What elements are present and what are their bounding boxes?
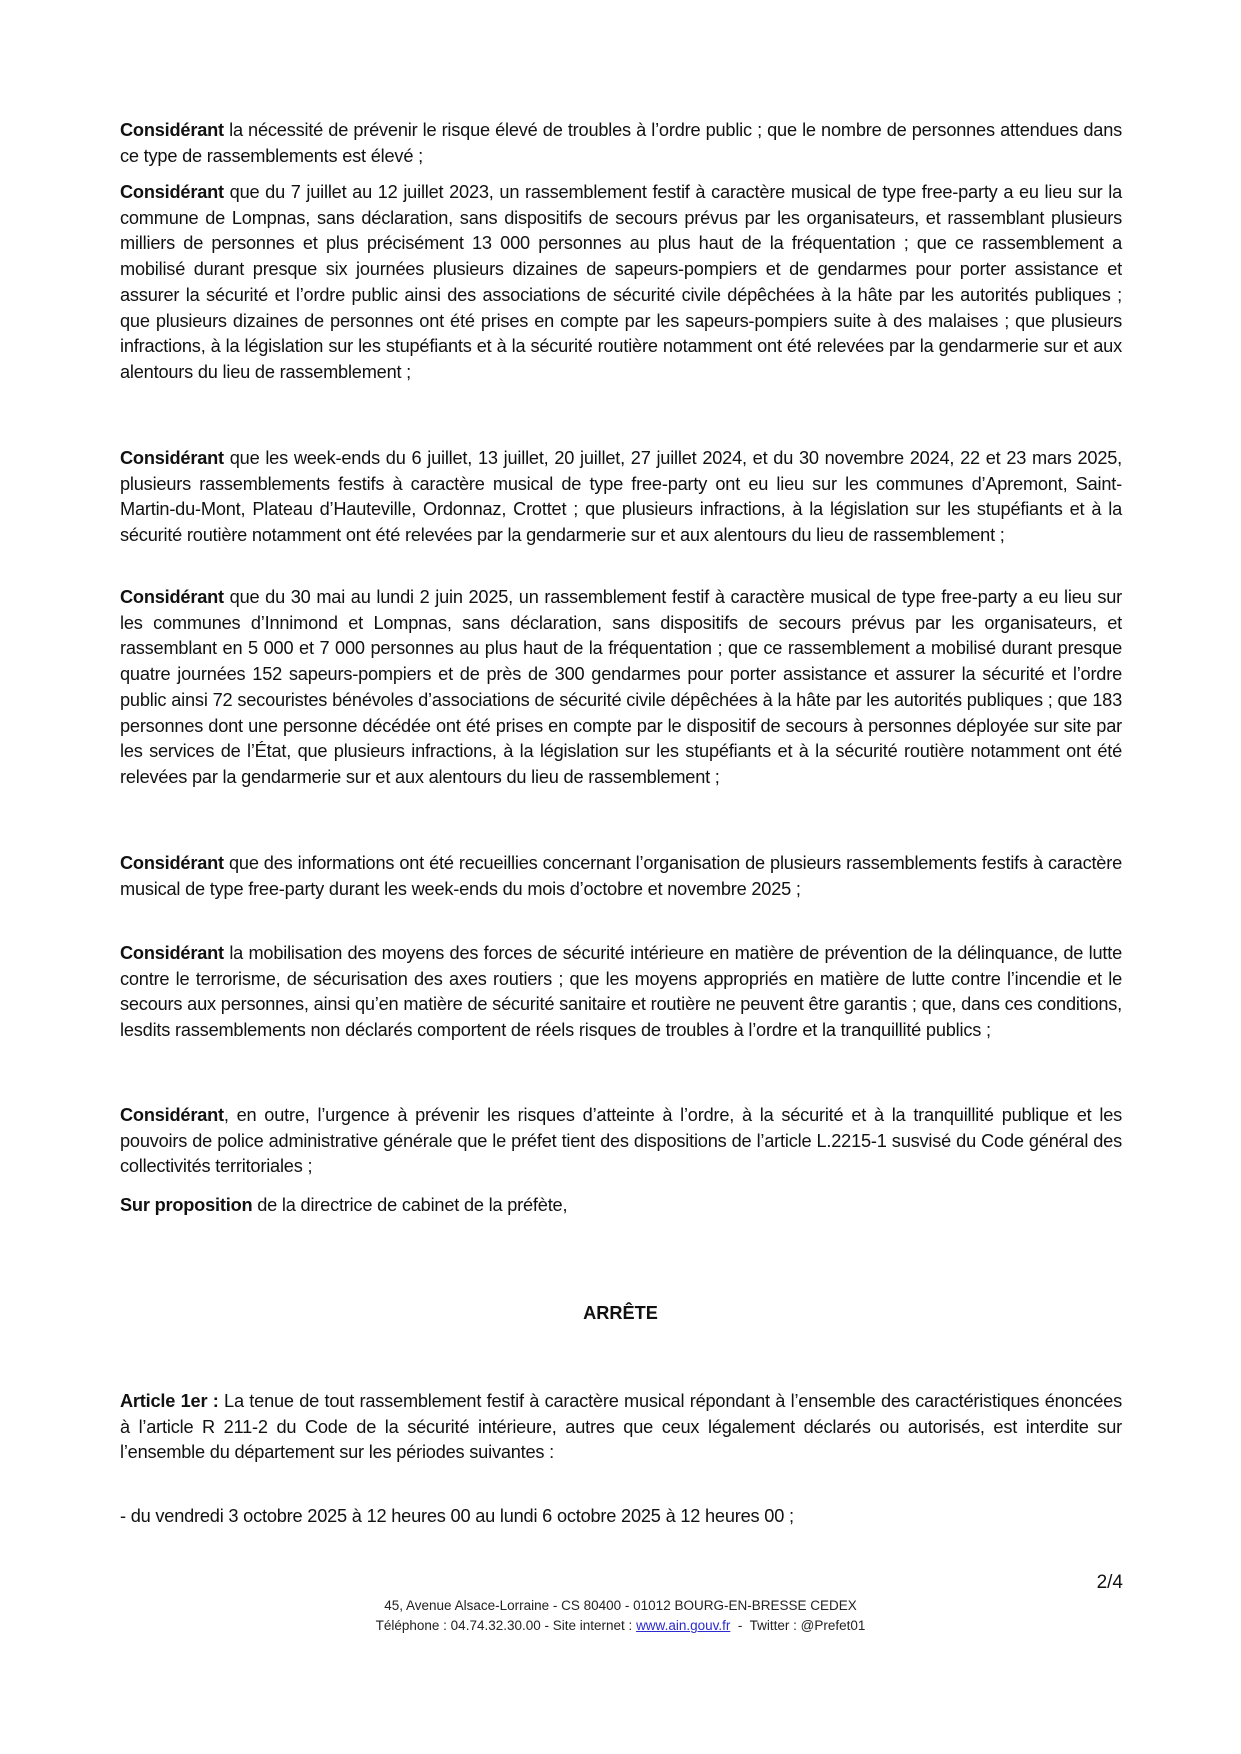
page-number: 2/4	[1096, 1572, 1123, 1593]
article-1	[120, 1389, 1122, 1466]
paragraph-considerant-2	[120, 180, 1122, 386]
paragraph-considerant-5	[120, 851, 1122, 902]
paragraph-text: que du 7 juillet au 12 juillet 2023, un rassemblement festif à caractère musical de type free-party a eu lieu sur la commune de Lompnas, sans déclaration, sans dispositifs de secours prévus par les organisateurs, et rassemblant plusieurs milliers de personnes et plus précisément 13 000 personnes au plus haut de la fréquentation ; que ce rassemblement a mobilisé durant presque six journées plusieurs dizaines de sapeurs-pompiers et de gendarmes pour porter assistance et assurer la sécurité et l’ordre public ainsi des associations de sécurité civile dépêchées à la hâte par les autorités publiques ; que plusieurs dizaines de personnes ont été prises en compte par les sapeurs-pompiers suite à des malaises ; que plusieurs infractions, à la législation sur les stupéfiants et à la sécurité routière notamment ont été relevées par la gendarmerie sur et aux alentours du lieu de rassemblement ;	[120, 182, 1122, 382]
paragraph-lead: Considérant	[120, 1105, 224, 1125]
footer	[0, 1596, 1241, 1636]
article-text: La tenue de tout rassemblement festif à caractère musical répondant à l’ensemble des caractéristiques énoncées à l’article R 211-2 du Code de la sécurité intérieure, autres que ceux légalement déclarés ou autorisés, est interdite sur l’ensemble du département sur les périodes suivantes :	[120, 1391, 1122, 1463]
period-1: - du vendredi 3 octobre 2025 à 12 heures 00 au lundi 6 octobre 2025 à 12 heures 00 ;	[120, 1506, 794, 1526]
paragraph-lead: Considérant	[120, 182, 224, 202]
paragraph-lead: Considérant	[120, 943, 224, 963]
paragraph-proposition	[120, 1193, 1122, 1219]
footer-contact	[0, 1616, 1241, 1636]
paragraph-considerant-1	[120, 118, 1122, 169]
footer-address: 45, Avenue Alsace-Lorraine - CS 80400 - 01012 BOURG-EN-BRESSE CEDEX	[384, 1598, 857, 1613]
paragraph-lead: Considérant	[120, 120, 224, 140]
paragraph-considerant-3	[120, 446, 1122, 549]
paragraph-considerant-4	[120, 585, 1122, 791]
paragraph-text: , en outre, l’urgence à prévenir les risques d’atteinte à l’ordre, à la sécurité et à la tranquillité publique et les pouvoirs de police administrative générale que le préfet tient des dispositions de l’article L.2215-1 susvisé du Code général des collectivités territoriales ;	[120, 1105, 1122, 1177]
footer-phone: Téléphone : 04.74.32.30.00 - Site internet :	[375, 1618, 637, 1633]
paragraph-lead: Considérant	[120, 853, 224, 873]
paragraph-lead: Considérant	[120, 587, 224, 607]
paragraph-lead: Considérant	[120, 448, 224, 468]
article-lead: Article 1er :	[120, 1391, 219, 1411]
website-link[interactable]: www.ain.gouv.fr	[636, 1618, 731, 1633]
paragraph-text: de la directrice de cabinet de la préfète,	[252, 1195, 568, 1215]
paragraph-text: la mobilisation des moyens des forces de sécurité intérieure en matière de prévention de la délinquance, de lutte contre le terrorisme, de sécurisation des axes routiers ; que les moyens appropriés en matière de lutte contre l’incendie et le secours aux personnes, ainsi qu’en matière de sécurité sanitaire et routière ne peuvent être garantis ; que, dans ces conditions, lesdits rassemblements non déclarés comportent de réels risques de troubles à l’ordre et la tranquillité publics ;	[120, 943, 1122, 1041]
paragraph-considerant-7	[120, 1103, 1122, 1180]
paragraph-text: que les week-ends du 6 juillet, 13 juillet, 20 juillet, 27 juillet 2024, et du 30 novembre 2024, 22 et 23 mars 2025, plusieurs rassemblements festifs à caractère musical de type free-party ont eu lieu sur les communes d’Apremont, Saint-Martin-du-Mont, Plateau d’Hauteville, Ordonnaz, Crottet ; que plusieurs infractions, à la législation sur les stupéfiants et à la sécurité routière notamment ont été relevées par la gendarmerie sur et aux alentours du lieu de rassemblement ;	[120, 448, 1122, 546]
paragraph-text: la nécessité de prévenir le risque élevé de troubles à l’ordre public ; que le nombre de personnes attendues dans ce type de rassemblements est élevé ;	[120, 120, 1122, 166]
paragraph-text: que des informations ont été recueillies concernant l’organisation de plusieurs rassemblements festifs à caractère musical de type free-party durant les week-ends du mois d’octobre et novembre 2025 ;	[120, 853, 1122, 899]
paragraph-lead: Sur proposition	[120, 1195, 253, 1215]
paragraph-text: que du 30 mai au lundi 2 juin 2025, un rassemblement festif à caractère musical de type free-party a eu lieu sur les communes d’Innimond et Lompnas, sans déclaration, sans dispositifs de secours prévus par les organisateurs, et rassemblant en 5 000 et 7 000 personnes au plus haut de la fréquentation ; que ce rassemblement a mobilisé durant presque quatre journées 152 sapeurs-pompiers et de près de 300 gendarmes pour porter assistance et assurer la sécurité et l’ordre public ainsi 72 secouristes bénévoles d’associations de sécurité civile dépêchées à la hâte par les autorités publiques ; que 183 personnes dont une personne décédée ont été prises en compte par le dispositif de secours à personnes déployée sur site par les services de l’État, que plusieurs infractions, à la législation sur les stupéfiants et à la sécurité routière notamment ont été relevées par la gendarmerie sur et aux alentours du lieu de rassemblement ;	[120, 587, 1122, 787]
decision-title: ARRÊTE	[583, 1303, 658, 1323]
paragraph-considerant-6	[120, 941, 1122, 1044]
footer-twitter: - Twitter : @Prefet01	[730, 1618, 866, 1633]
